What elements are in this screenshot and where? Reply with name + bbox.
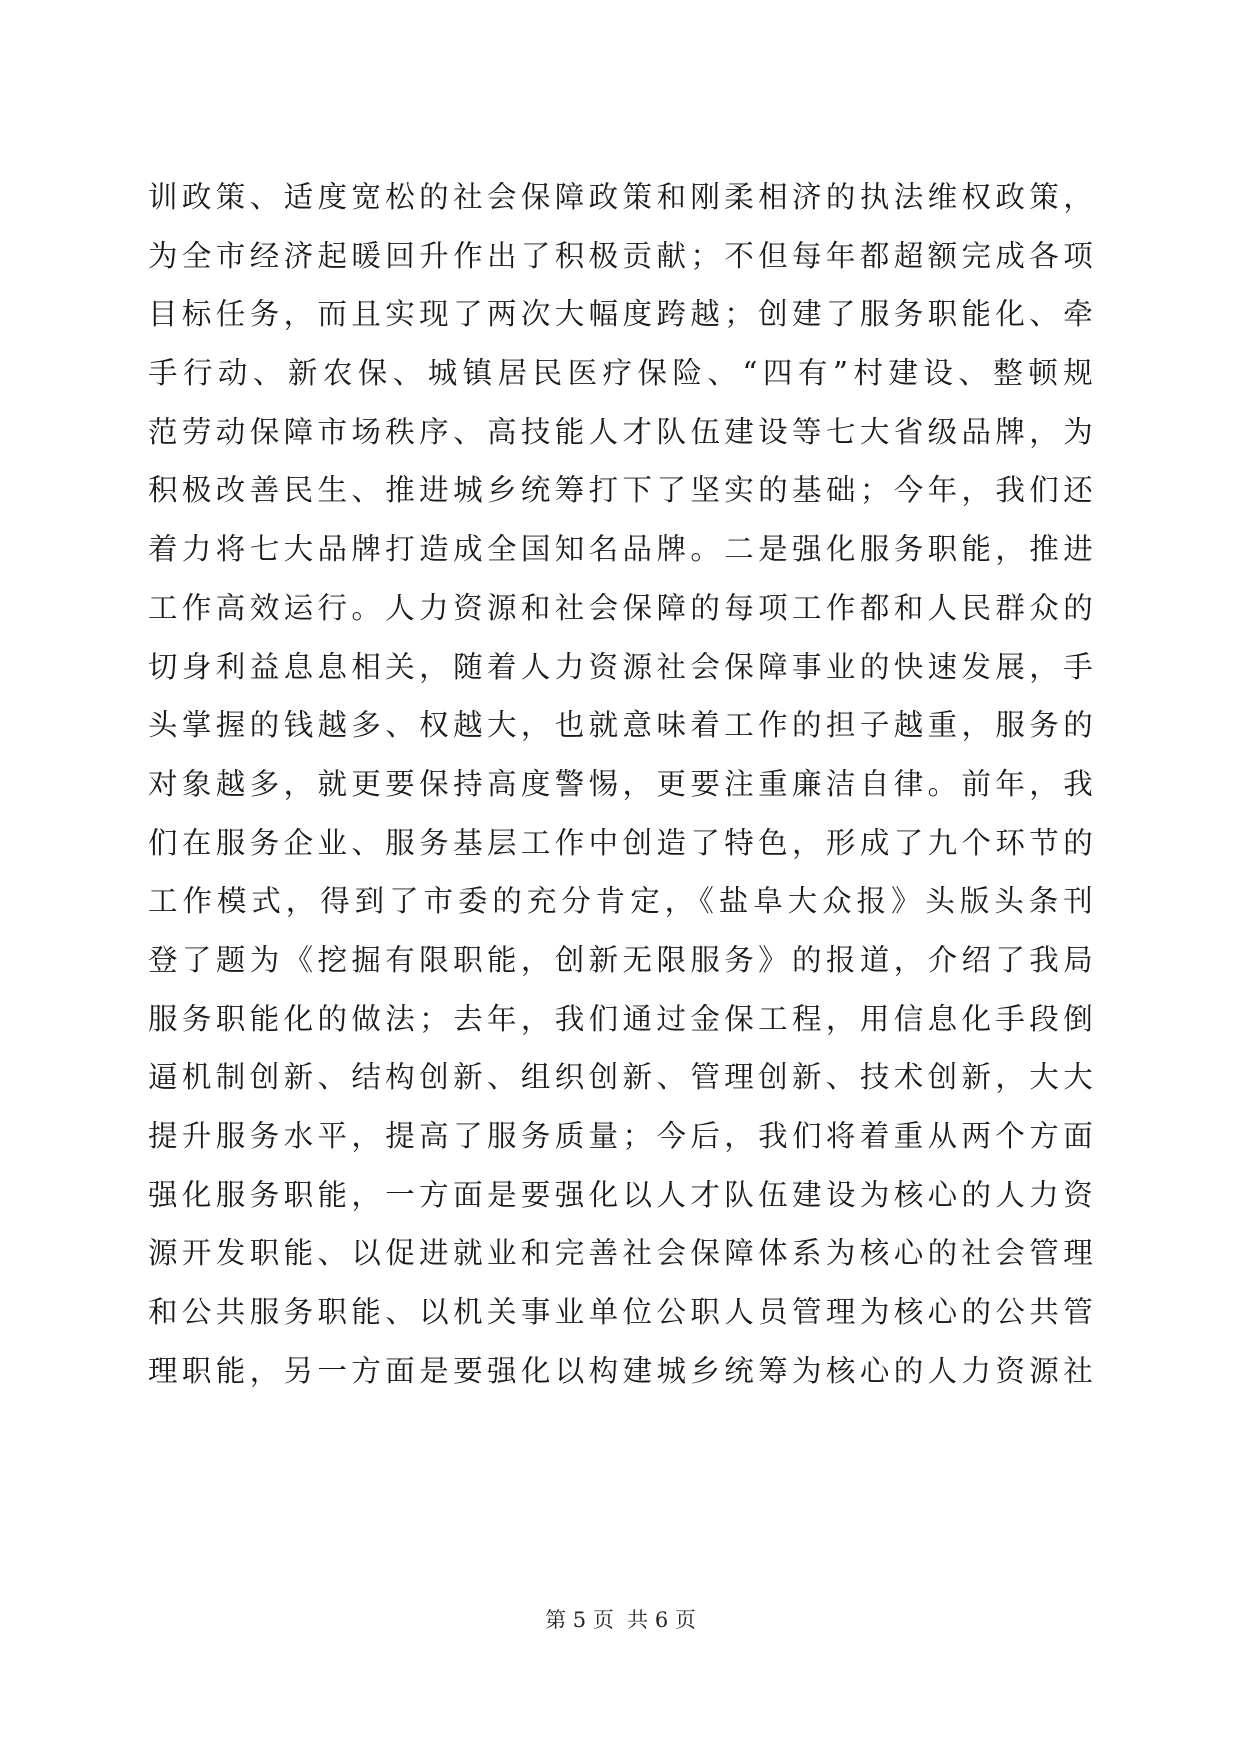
- text-line: 工作模式，得到了市委的充分肯定，《盐阜大众报》头版头条刊: [148, 884, 1093, 919]
- text-line: 逼机制创新、结构创新、组织创新、管理创新、技术创新，大大: [148, 1060, 1093, 1095]
- text-line: 理职能，另一方面是要强化以构建城乡统筹为核心的人力资源社: [148, 1353, 1093, 1388]
- text-line: 切身利益息息相关，随着人力资源社会保障事业的快速发展，手: [148, 649, 1093, 684]
- text-line: 头掌握的钱越多、权越大，也就意味着工作的担子越重，服务的: [148, 708, 1093, 743]
- text-line: 们在服务企业、服务基层工作中创造了特色，形成了九个环节的: [148, 825, 1093, 860]
- text-line: 源开发职能、以促进就业和完善社会保障体系为核心的社会管理: [148, 1236, 1093, 1271]
- text-line: 和公共服务职能、以机关事业单位公职人员管理为核心的公共管: [148, 1295, 1093, 1330]
- text-line: 登了题为《挖掘有限职能，创新无限服务》的报道，介绍了我局: [148, 942, 1093, 977]
- document-body: [148, 168, 1093, 1400]
- text-line: 积极改善民生、推进城乡统筹打下了坚实的基础；今年，我们还: [148, 473, 1093, 508]
- text-line: 强化服务职能，一方面是要强化以人才队伍建设为核心的人力资: [148, 1177, 1093, 1212]
- text-line: 工作高效运行。人力资源和社会保障的每项工作都和人民群众的: [148, 590, 1093, 625]
- text-line: 着力将七大品牌打造成全国知名品牌。二是强化服务职能，推进: [148, 532, 1093, 567]
- page-footer: [0, 1604, 1241, 1634]
- text-line: 手行动、新农保、城镇居民医疗保险、“四有”村建设、整顿规: [148, 356, 1093, 391]
- page-number: 第 5 页 共 6 页: [545, 1608, 696, 1632]
- text-line: 目标任务，而且实现了两次大幅度跨越；创建了服务职能化、牵: [148, 297, 1093, 332]
- text-line: 服务职能化的做法；去年，我们通过金保工程，用信息化手段倒: [148, 1001, 1093, 1036]
- text-line: 提升服务水平，提高了服务质量；今后，我们将着重从两个方面: [148, 1119, 1093, 1153]
- text-line: 对象越多，就更要保持高度警惕，更要注重廉洁自律。前年，我: [148, 766, 1093, 801]
- text-line: 为全市经济起暖回升作出了积极贡献；不但每年都超额完成各项: [148, 238, 1093, 273]
- text-line: 训政策、适度宽松的社会保障政策和刚柔相济的执法维权政策，: [148, 180, 1093, 214]
- text-line: 范劳动保障市场秩序、高技能人才队伍建设等七大省级品牌，为: [148, 414, 1093, 449]
